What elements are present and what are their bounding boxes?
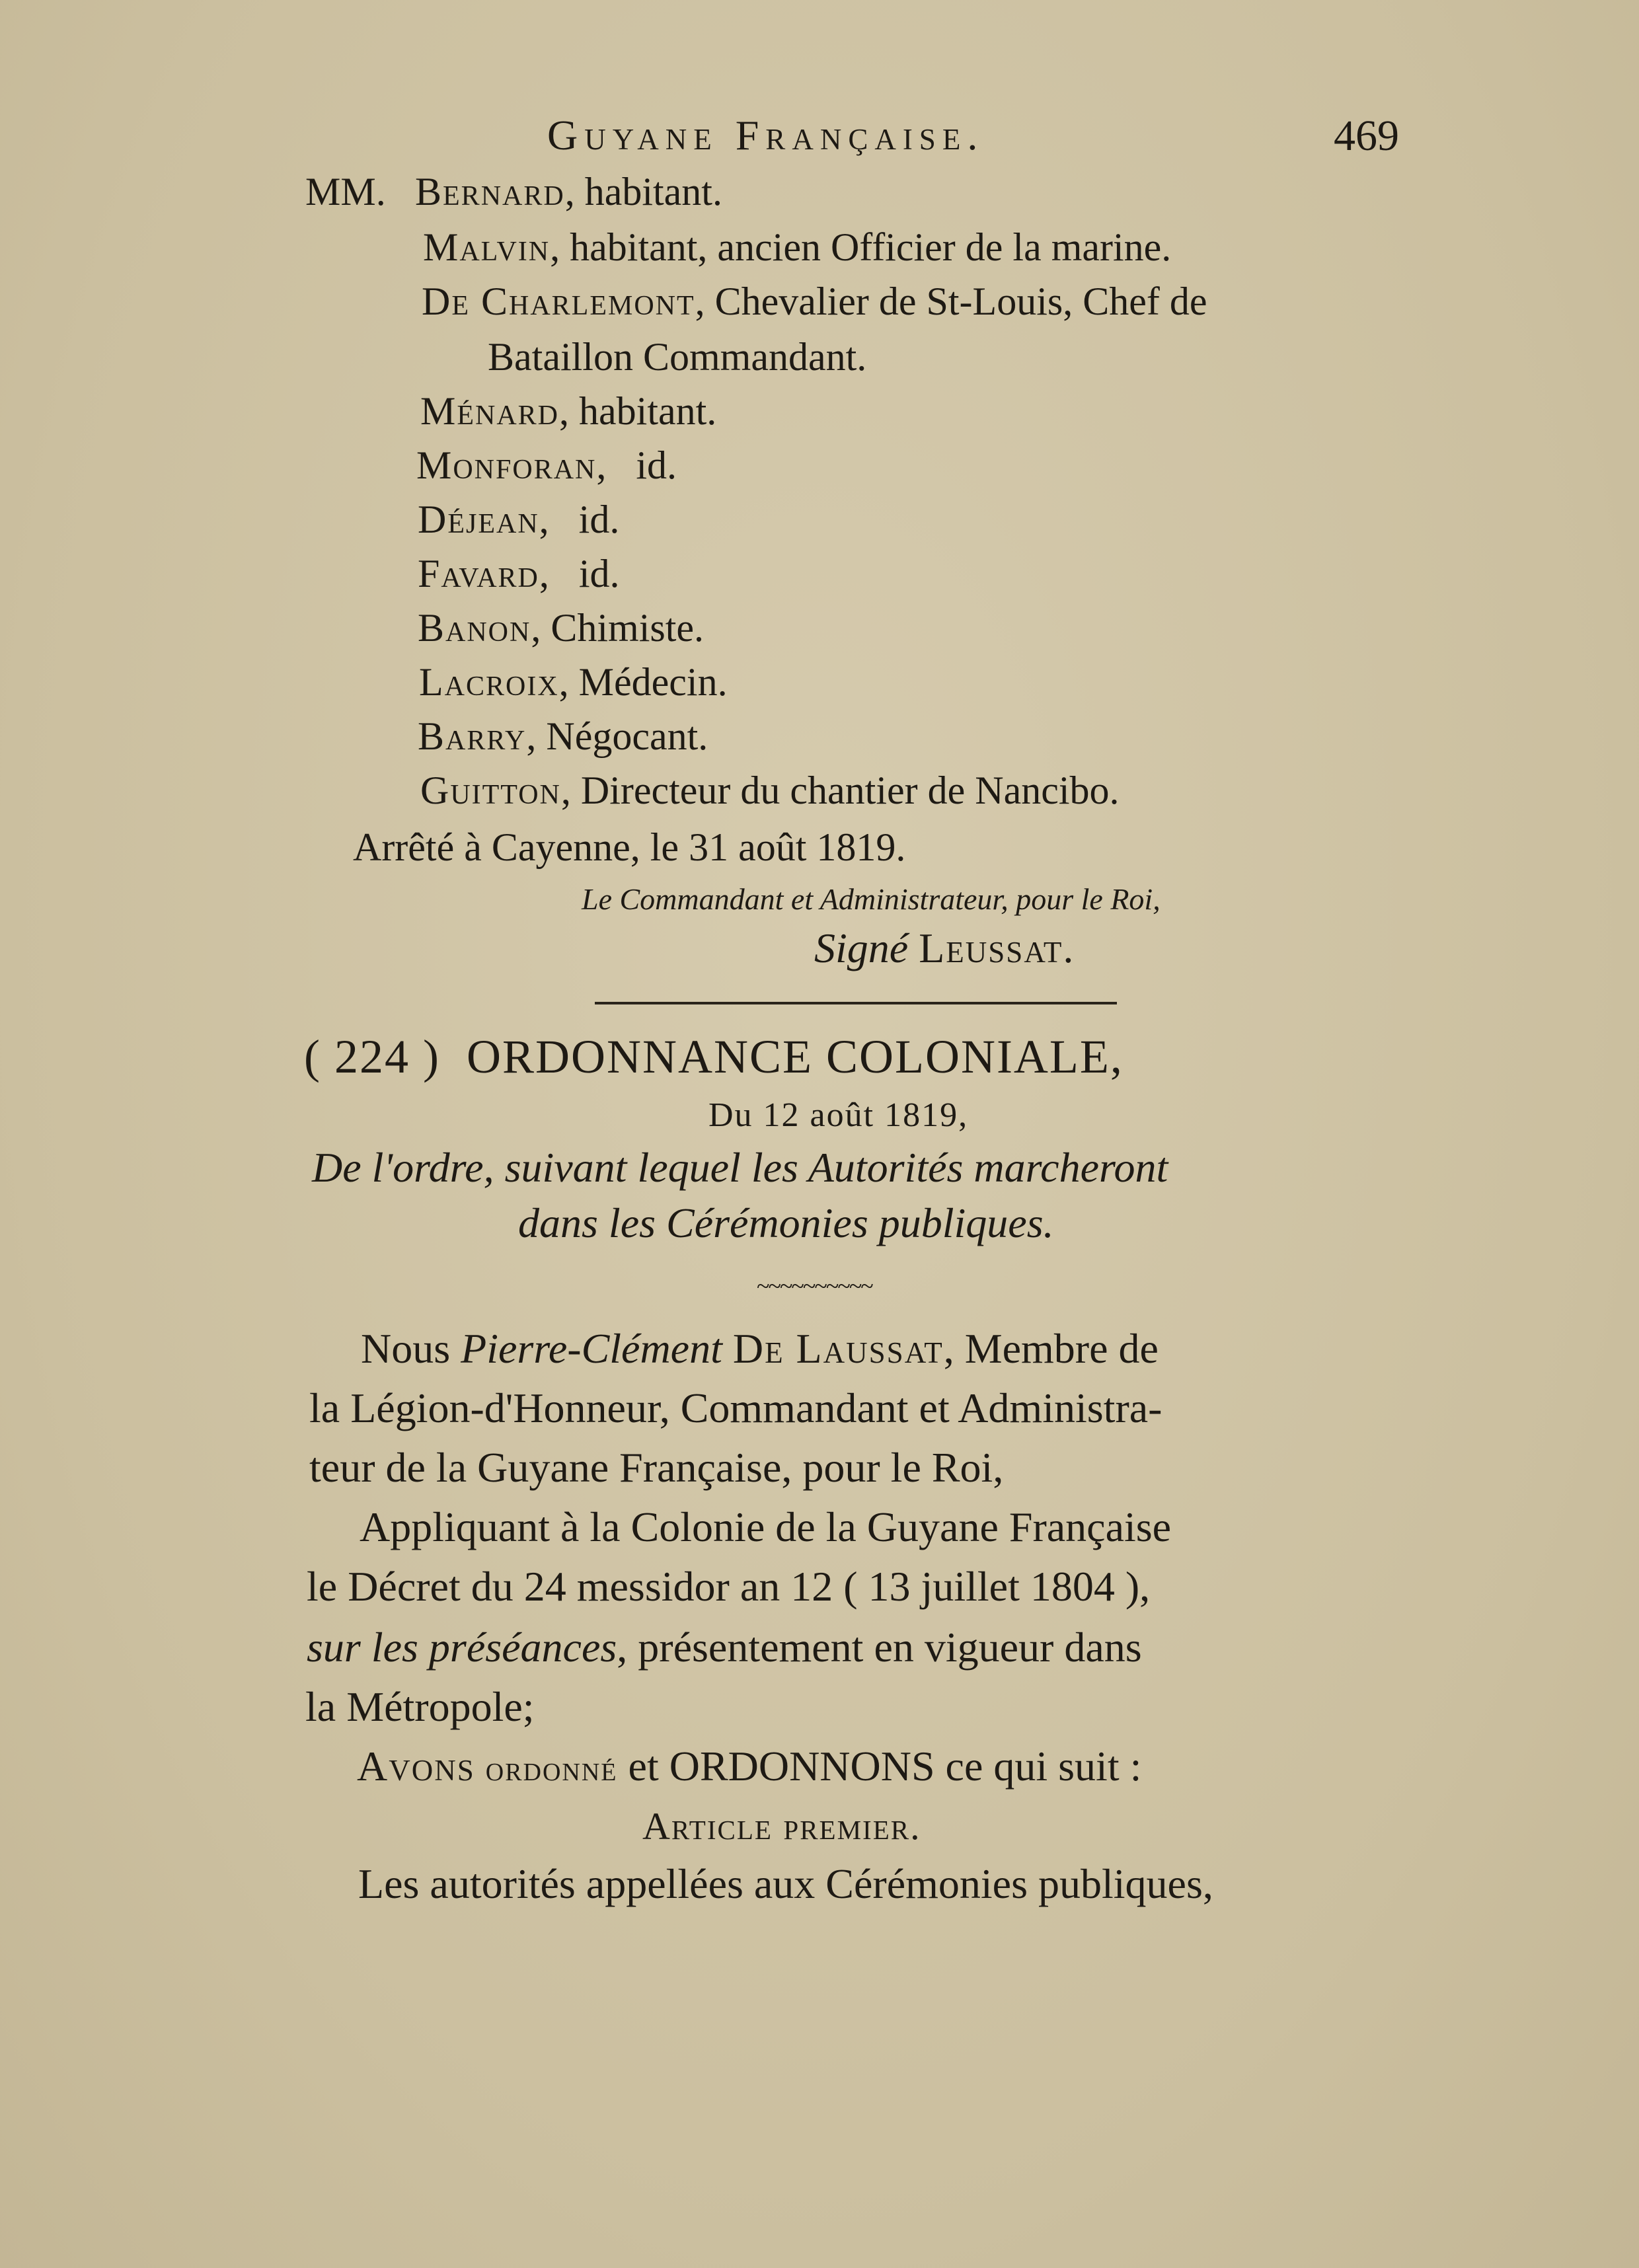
text-run: ce qui suit : [945,1743,1142,1790]
signe-label: Signé [814,925,909,971]
member-role: , Chevalier de St-Louis, Chef de [695,280,1207,323]
text-run-smallcaps: Avons [357,1743,475,1790]
member-role: , Chimiste. [531,606,705,650]
member-role: , Négocant. [526,714,708,758]
ornament-divider: ~~~~~~~~~~ [757,1273,872,1299]
members-prefix: MM. [305,170,386,213]
text-run-smallcaps: ordonné [485,1749,618,1788]
member-role: , habitant. [564,170,722,213]
member-role: , Médecin. [558,660,728,704]
arrete-line: Arrêté à Cayenne, le 31 août 1819. [353,825,906,869]
article-heading: Article premier. [642,1805,921,1848]
ordonnance-subtitle-1: De l'ordre, suivant lequel les Autorités marcheront [312,1144,1168,1191]
text-run: , présentement en vigueur dans [617,1624,1142,1671]
member-name: Guitton [420,769,561,812]
member-row [420,389,716,434]
member-row-continuation [488,334,866,380]
text-run-italic: sur les préséances [307,1624,617,1671]
member-row [418,605,704,651]
member-role: Bataillon Commandant. [488,335,867,379]
ordonnance-subtitle-2: dans les Cérémonies publiques. [518,1199,1054,1246]
running-title: Guyane Française. [547,112,985,159]
member-name: Malvin [423,225,551,269]
member-name: Banon [418,606,531,650]
member-role: , id. [596,443,677,487]
text-run-italic: Pierre-Clément [461,1325,722,1372]
text-run: ORDONNONS [669,1743,935,1790]
text-run: Nous [361,1325,451,1372]
member-name: Favard [418,552,539,595]
body-line: Appliquant à la Colonie de la Guyane Française [360,1503,1172,1550]
text-run-smallcaps: De Laussat [732,1325,944,1372]
member-role: , habitant, ancien Officier de la marine. [550,225,1172,269]
member-row [419,660,728,705]
member-row [423,225,1171,270]
body-line: la Métropole; [305,1683,535,1730]
signature-line [814,924,1075,973]
body-line [361,1324,1159,1373]
member-role: , Directeur du chantier de Nancibo. [560,769,1120,812]
member-name: De Charlemont [422,280,695,323]
body-line: le Décret du 24 messidor an 12 ( 13 juillet 1804 ), [307,1563,1151,1610]
member-row [416,443,677,488]
body-line [357,1742,1141,1791]
body-line [307,1623,1142,1672]
member-role: , id. [539,552,620,595]
commandant-line: Le Commandant et Administrateur, pour le Roi, [582,882,1161,916]
member-row [420,768,1120,813]
ordonnance-date: Du 12 août 1819, [708,1096,969,1134]
member-name: Lacroix [419,660,559,704]
signe-name: Leussat. [919,925,1075,971]
member-name: Barry [418,714,527,758]
member-role: , habitant. [559,389,717,433]
member-name: Bernard [415,170,565,213]
page-number: 469 [1334,112,1399,160]
member-row [418,714,708,759]
section-rule [595,1002,1117,1004]
member-role: , id. [539,498,620,541]
member-row [415,169,722,215]
member-row [422,279,1207,324]
member-row [418,551,620,597]
member-name: Ménard [420,389,560,433]
text-run: et [628,1743,659,1790]
member-name: Monforan [416,443,597,487]
text-run: , Membre de [943,1325,1159,1372]
body-line: la Légion-d'Honneur, Commandant et Administra- [309,1384,1163,1431]
ordonnance-heading: ( 224 ) ORDONNANCE COLONIALE, [304,1030,1124,1083]
body-line: teur de la Guyane Française, pour le Roi, [309,1444,1004,1491]
member-name: Déjean [418,498,539,541]
body-line: Les autorités appellées aux Cérémonies publiques, [358,1860,1213,1907]
member-row [418,497,619,543]
